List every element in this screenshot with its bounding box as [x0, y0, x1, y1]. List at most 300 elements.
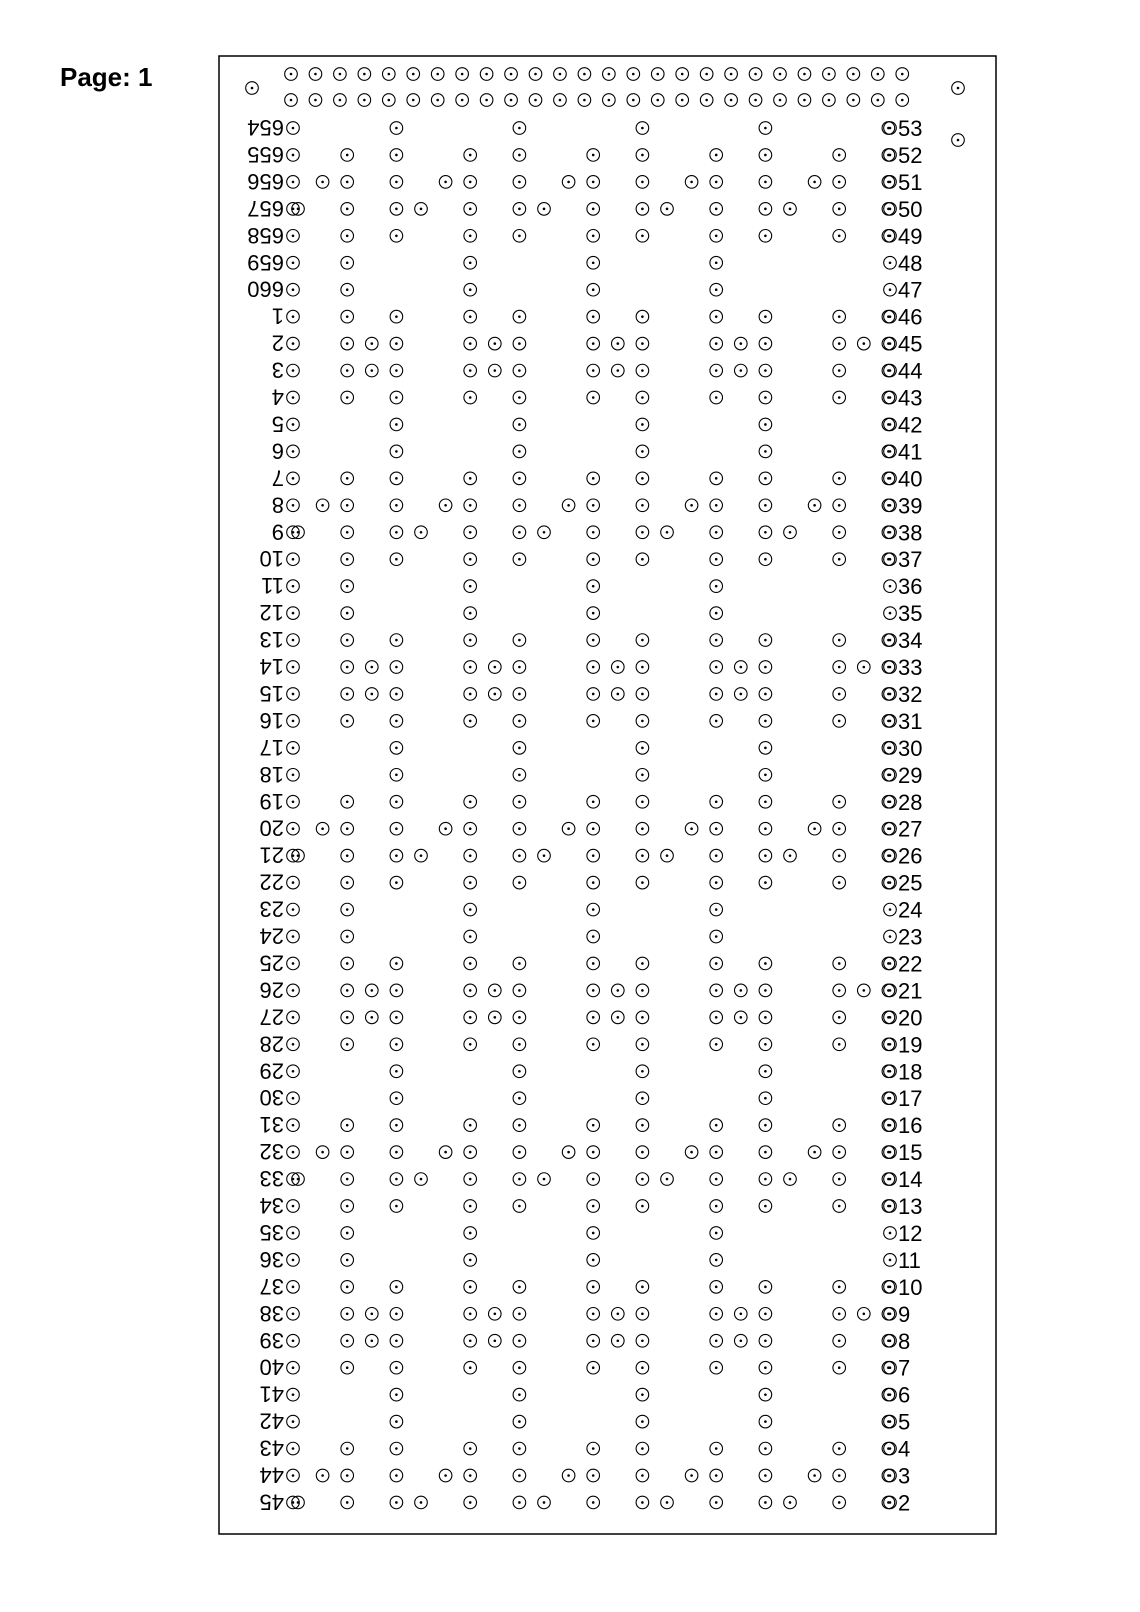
grid-marker — [833, 1038, 846, 1051]
grid-marker — [513, 1065, 526, 1078]
grid-marker — [587, 230, 600, 243]
grid-marker — [513, 418, 526, 431]
grid-marker — [464, 930, 477, 943]
grid-marker — [390, 795, 403, 808]
grid-marker — [341, 1011, 354, 1024]
grid-marker — [390, 1119, 403, 1132]
left-pin-label: 44 — [259, 1462, 284, 1488]
grid-marker — [341, 553, 354, 566]
grid-marker — [710, 1254, 723, 1267]
top-row-marker — [456, 68, 469, 81]
left-pin-label: 658 — [247, 222, 284, 248]
grid-marker — [759, 230, 772, 243]
grid-marker — [341, 149, 354, 162]
grid-marker — [710, 553, 723, 566]
grid-marker — [636, 418, 649, 431]
left-pin-label: 40 — [259, 1354, 284, 1380]
grid-marker — [390, 769, 403, 782]
grid-marker — [636, 1361, 649, 1374]
grid-marker — [759, 337, 772, 350]
grid-marker — [464, 984, 477, 997]
grid-marker — [390, 1415, 403, 1428]
top-row-marker — [358, 94, 371, 107]
grid-marker — [710, 1496, 723, 1509]
left-pin-marker — [287, 580, 300, 593]
right-pin-label: 8 — [898, 1328, 911, 1354]
left-pin-marker — [287, 176, 300, 189]
grid-marker — [587, 364, 600, 377]
top-row-marker — [358, 68, 371, 81]
grid-marker — [587, 176, 600, 189]
grid-marker — [513, 1146, 526, 1159]
grid-marker — [390, 418, 403, 431]
grid-marker — [489, 1308, 502, 1321]
right-pin-label: 16 — [898, 1113, 923, 1139]
grid-marker — [710, 1200, 723, 1213]
grid-marker — [341, 1334, 354, 1347]
grid-marker — [735, 1334, 748, 1347]
grid-marker — [759, 1334, 772, 1347]
right-pin-label: 29 — [898, 762, 923, 788]
grid-marker — [390, 149, 403, 162]
grid-marker — [808, 1146, 821, 1159]
grid-marker — [390, 337, 403, 350]
grid-marker — [759, 1469, 772, 1482]
grid-marker — [366, 1011, 379, 1024]
left-pin-label: 13 — [259, 627, 284, 653]
grid-marker — [710, 715, 723, 728]
grid-marker — [636, 553, 649, 566]
grid-marker — [341, 1281, 354, 1294]
grid-marker — [710, 607, 723, 620]
top-row-marker — [480, 68, 493, 81]
grid-marker — [390, 526, 403, 539]
grid-marker — [735, 1308, 748, 1321]
left-pin-label: 655 — [247, 141, 284, 167]
grid-marker — [341, 283, 354, 296]
grid-marker — [341, 499, 354, 512]
left-pin-marker — [287, 957, 300, 970]
grid-marker — [464, 903, 477, 916]
left-pin-marker — [287, 364, 300, 377]
grid-marker — [341, 661, 354, 674]
grid-marker — [464, 822, 477, 835]
grid-marker — [636, 661, 649, 674]
left-pin-label: 7 — [271, 465, 284, 491]
right-pin-label: 36 — [898, 574, 923, 600]
grid-marker — [513, 526, 526, 539]
grid-marker — [464, 849, 477, 862]
top-row-marker — [285, 68, 298, 81]
right-pin-marker — [884, 1254, 897, 1267]
grid-marker — [833, 149, 846, 162]
top-row-marker — [431, 68, 444, 81]
left-pin-label: 660 — [247, 276, 284, 302]
grid-marker — [513, 445, 526, 458]
right-pin-label: 48 — [898, 250, 923, 276]
grid-marker — [685, 822, 698, 835]
top-row-marker — [285, 94, 298, 107]
left-pin-marker — [287, 1146, 300, 1159]
grid-marker — [341, 1254, 354, 1267]
grid-marker — [390, 957, 403, 970]
grid-marker — [439, 822, 452, 835]
grid-marker — [636, 176, 649, 189]
grid-marker — [464, 876, 477, 889]
top-row-marker — [431, 94, 444, 107]
grid-marker — [390, 849, 403, 862]
grid-marker — [759, 688, 772, 701]
grid-marker — [587, 876, 600, 889]
grid-marker — [808, 1469, 821, 1482]
grid-marker — [341, 903, 354, 916]
left-pin-labels — [247, 115, 299, 1514]
grid-marker — [316, 822, 329, 835]
grid-marker — [759, 1173, 772, 1186]
grid-marker — [464, 364, 477, 377]
grid-marker — [808, 822, 821, 835]
grid-marker — [759, 1388, 772, 1401]
left-pin-marker — [287, 256, 300, 269]
grid-marker — [341, 1119, 354, 1132]
left-pin-label: 45 — [259, 1489, 284, 1515]
grid-marker — [464, 1361, 477, 1374]
right-pin-label: 35 — [898, 601, 923, 627]
diagram-frame — [219, 56, 996, 1534]
grid-marker — [612, 1308, 625, 1321]
right-pin-label: 49 — [898, 223, 923, 249]
corner-markers — [246, 82, 965, 147]
grid-marker — [587, 149, 600, 162]
grid-marker — [636, 122, 649, 135]
grid-marker — [341, 607, 354, 620]
grid-marker — [366, 688, 379, 701]
top-row-marker — [383, 94, 396, 107]
top-row-marker — [749, 68, 762, 81]
left-pin-marker — [287, 472, 300, 485]
right-pin-marker — [884, 1227, 897, 1240]
grid-marker — [513, 203, 526, 216]
grid-marker — [538, 203, 551, 216]
grid-marker — [415, 849, 428, 862]
top-row-marker — [554, 94, 567, 107]
grid-marker — [464, 149, 477, 162]
right-pin-label: 32 — [898, 681, 923, 707]
right-pin-label: 7 — [898, 1355, 911, 1381]
grid-marker — [759, 149, 772, 162]
grid-marker — [587, 1469, 600, 1482]
right-pin-label: 19 — [898, 1032, 923, 1058]
grid-marker — [464, 230, 477, 243]
grid-marker — [513, 634, 526, 647]
left-pin-marker — [287, 1334, 300, 1347]
grid-marker — [636, 149, 649, 162]
top-row-marker — [627, 94, 640, 107]
grid-marker — [833, 230, 846, 243]
grid-marker — [390, 472, 403, 485]
grid-marker — [341, 715, 354, 728]
left-pin-label: 3 — [271, 357, 284, 383]
grid-marker — [784, 526, 797, 539]
grid-marker — [710, 688, 723, 701]
grid-marker — [636, 1011, 649, 1024]
top-row-marker — [554, 68, 567, 81]
grid-marker — [464, 957, 477, 970]
left-pin-label: 23 — [259, 896, 284, 922]
top-row-marker — [383, 68, 396, 81]
left-pin-label: 16 — [259, 707, 284, 733]
grid-marker — [833, 715, 846, 728]
left-pin-marker — [287, 1092, 300, 1105]
corner-marker-left — [246, 82, 259, 95]
grid-marker — [759, 876, 772, 889]
grid-marker — [513, 1038, 526, 1051]
grid-marker — [759, 1011, 772, 1024]
grid-marker — [636, 1092, 649, 1105]
grid-marker — [710, 364, 723, 377]
grid-marker — [759, 1415, 772, 1428]
grid-marker — [710, 391, 723, 404]
right-pin-label: 53 — [898, 116, 923, 141]
grid-marker — [833, 1173, 846, 1186]
top-row-marker — [627, 68, 640, 81]
grid-marker — [587, 715, 600, 728]
grid-marker — [464, 472, 477, 485]
grid-marker — [366, 337, 379, 350]
right-pin-marker — [884, 256, 897, 269]
grid-marker — [710, 1361, 723, 1374]
top-row-marker — [456, 94, 469, 107]
grid-marker — [489, 1011, 502, 1024]
grid-marker — [341, 1173, 354, 1186]
grid-marker — [341, 472, 354, 485]
grid-marker — [735, 364, 748, 377]
left-pin-marker — [287, 661, 300, 674]
grid-marker — [833, 1146, 846, 1159]
top-row-marker — [651, 94, 664, 107]
left-pin-marker — [287, 499, 300, 512]
grid-marker — [636, 337, 649, 350]
grid-marker — [587, 1442, 600, 1455]
left-pin-marker — [287, 283, 300, 296]
top-row-marker — [823, 68, 836, 81]
grid-marker — [587, 526, 600, 539]
grid-marker — [562, 822, 575, 835]
marker-grid — [292, 122, 895, 1509]
left-pin-label: 657 — [247, 195, 284, 221]
grid-marker — [759, 310, 772, 323]
right-pin-label: 43 — [898, 385, 923, 411]
grid-marker — [316, 499, 329, 512]
grid-marker — [415, 526, 428, 539]
grid-marker — [513, 310, 526, 323]
grid-marker — [759, 1146, 772, 1159]
grid-marker — [636, 634, 649, 647]
grid-marker — [341, 310, 354, 323]
grid-marker — [636, 876, 649, 889]
left-pin-label: 17 — [259, 734, 284, 760]
grid-marker — [587, 795, 600, 808]
left-pin-label: 38 — [259, 1300, 284, 1326]
right-pin-label: 24 — [898, 897, 923, 923]
grid-marker — [562, 176, 575, 189]
right-pin-label: 51 — [898, 169, 923, 195]
right-pin-marker — [884, 283, 897, 296]
grid-marker — [636, 230, 649, 243]
grid-marker — [833, 1334, 846, 1347]
grid-marker — [390, 1173, 403, 1186]
grid-marker — [366, 661, 379, 674]
grid-marker — [636, 849, 649, 862]
grid-marker — [735, 337, 748, 350]
top-row-marker — [872, 94, 885, 107]
grid-marker — [612, 364, 625, 377]
grid-marker — [636, 1200, 649, 1213]
left-pin-label: 31 — [259, 1112, 284, 1138]
grid-marker — [735, 661, 748, 674]
top-row-marker — [334, 94, 347, 107]
grid-marker — [710, 526, 723, 539]
grid-marker — [833, 1496, 846, 1509]
grid-marker — [562, 499, 575, 512]
grid-marker — [513, 122, 526, 135]
left-pin-marker — [287, 876, 300, 889]
right-pin-marker — [884, 930, 897, 943]
grid-marker — [759, 418, 772, 431]
grid-marker — [833, 822, 846, 835]
grid-marker — [612, 337, 625, 350]
grid-marker — [341, 230, 354, 243]
grid-marker — [513, 364, 526, 377]
left-pin-label: 22 — [259, 869, 284, 895]
top-row-marker — [798, 68, 811, 81]
grid-marker — [833, 849, 846, 862]
grid-marker — [390, 688, 403, 701]
grid-marker — [513, 1308, 526, 1321]
grid-marker — [341, 256, 354, 269]
left-pin-label: 19 — [259, 788, 284, 814]
left-pin-label: 39 — [259, 1327, 284, 1353]
right-pin-label: 9 — [898, 1301, 911, 1327]
grid-marker — [636, 1038, 649, 1051]
grid-marker — [759, 1119, 772, 1132]
grid-marker — [759, 769, 772, 782]
grid-marker — [341, 391, 354, 404]
grid-marker — [390, 176, 403, 189]
right-pin-label: 27 — [898, 816, 923, 842]
grid-marker — [759, 1442, 772, 1455]
grid-marker — [341, 930, 354, 943]
left-pin-marker — [287, 688, 300, 701]
grid-marker — [833, 1011, 846, 1024]
grid-marker — [341, 876, 354, 889]
grid-marker — [341, 1200, 354, 1213]
grid-marker — [464, 1308, 477, 1321]
grid-marker — [464, 203, 477, 216]
top-row-marker — [774, 68, 787, 81]
grid-marker — [390, 1281, 403, 1294]
grid-marker — [439, 176, 452, 189]
grid-marker — [464, 1281, 477, 1294]
grid-marker — [415, 1173, 428, 1186]
page-label: Page: 1 — [60, 62, 153, 92]
grid-marker — [341, 795, 354, 808]
grid-marker — [710, 1038, 723, 1051]
top-row-marker — [798, 94, 811, 107]
grid-marker — [464, 634, 477, 647]
grid-marker — [636, 445, 649, 458]
grid-marker — [685, 499, 698, 512]
grid-marker — [464, 526, 477, 539]
left-pin-marker — [287, 1038, 300, 1051]
grid-marker — [612, 1334, 625, 1347]
grid-marker — [710, 1011, 723, 1024]
grid-marker — [390, 1065, 403, 1078]
top-row-marker — [896, 68, 909, 81]
grid-marker — [587, 1308, 600, 1321]
grid-marker — [710, 849, 723, 862]
right-pin-label: 25 — [898, 870, 923, 896]
grid-marker — [513, 1281, 526, 1294]
grid-marker — [513, 1334, 526, 1347]
grid-marker — [513, 795, 526, 808]
grid-marker — [636, 715, 649, 728]
grid-marker — [587, 607, 600, 620]
grid-marker — [341, 849, 354, 862]
grid-marker — [710, 337, 723, 350]
grid-marker — [513, 553, 526, 566]
grid-marker — [464, 1011, 477, 1024]
grid-marker — [341, 1442, 354, 1455]
right-pin-label: 28 — [898, 789, 923, 815]
grid-marker — [464, 1227, 477, 1240]
right-pin-label: 42 — [898, 412, 923, 438]
left-pin-label: 36 — [259, 1246, 284, 1272]
left-pin-label: 33 — [259, 1166, 284, 1192]
grid-marker — [390, 822, 403, 835]
left-pin-marker — [287, 715, 300, 728]
grid-marker — [390, 634, 403, 647]
grid-marker — [735, 984, 748, 997]
grid-marker — [808, 499, 821, 512]
left-pin-marker — [287, 742, 300, 755]
top-row-marker — [309, 94, 322, 107]
grid-marker — [513, 822, 526, 835]
grid-marker — [759, 1065, 772, 1078]
top-row-marker — [529, 68, 542, 81]
grid-marker — [833, 526, 846, 539]
grid-marker — [341, 822, 354, 835]
grid-marker — [489, 337, 502, 350]
grid-marker — [636, 1496, 649, 1509]
grid-marker — [833, 364, 846, 377]
top-row-marker — [700, 68, 713, 81]
grid-marker — [833, 1469, 846, 1482]
grid-marker — [562, 1146, 575, 1159]
grid-marker — [390, 1334, 403, 1347]
top-row-marker — [749, 94, 762, 107]
grid-marker — [759, 553, 772, 566]
top-row-marker — [896, 94, 909, 107]
grid-marker — [710, 1146, 723, 1159]
grid-marker — [366, 364, 379, 377]
grid-marker — [710, 1334, 723, 1347]
right-pin-label: 13 — [898, 1194, 923, 1219]
grid-marker — [341, 1038, 354, 1051]
grid-marker — [710, 984, 723, 997]
grid-marker — [513, 1442, 526, 1455]
grid-marker — [390, 391, 403, 404]
